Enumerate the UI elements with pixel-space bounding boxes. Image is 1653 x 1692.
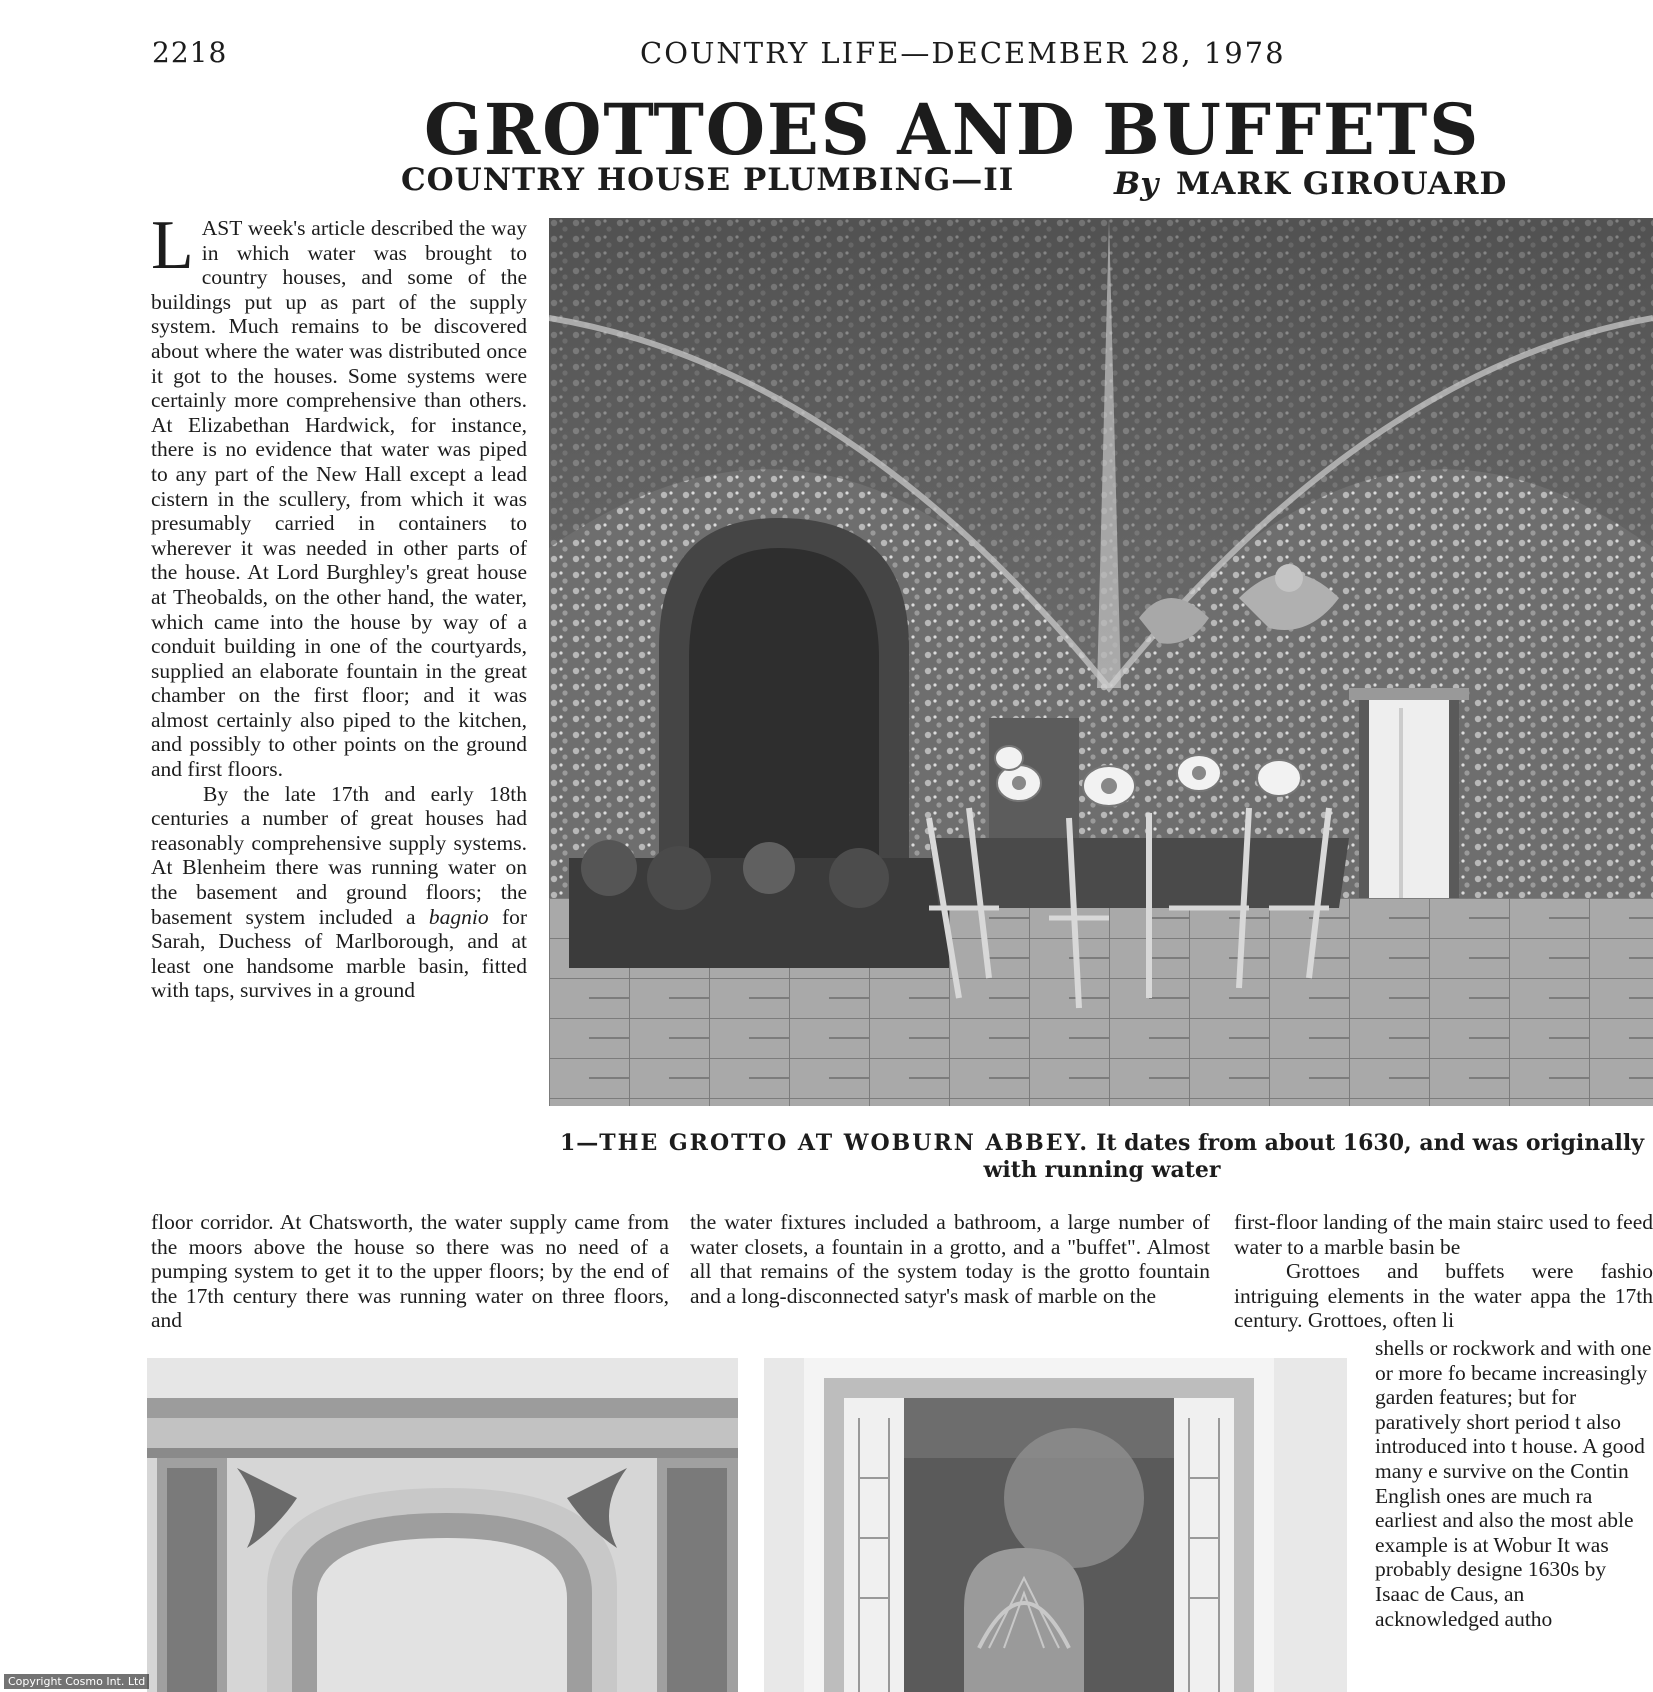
- paragraph-2-continued: floor corridor. At Chatsworth, the water supply came from the moors above the house so there was no need of a pumping system to get it to the upper floors; by the end of the 17th century there was running water on three floors, and: [151, 1210, 669, 1333]
- paragraph-col2: the water fixtures included a bathroom, a large number of water closets, a fountain in a grotto, and a "buffet". Almost all that remains of the system today is the grotto fountain and a long-disconnected satyr's mask of marble on the: [690, 1210, 1210, 1308]
- paragraph-col3-a: first-floor landing of the main stairc used to feed water to a marble basin be: [1234, 1210, 1653, 1259]
- figure-1-number: 1—: [559, 1130, 600, 1156]
- grotto-photo: [549, 218, 1653, 1106]
- article-column-3: [1234, 1210, 1653, 1333]
- doorway-illustration: [764, 1358, 1347, 1692]
- doorway-photo: [764, 1358, 1347, 1692]
- figure-1-title: THE GROTTO AT WOBURN ABBEY.: [599, 1130, 1090, 1156]
- buffet-photo: [147, 1358, 738, 1692]
- article-title: GROTTOES AND BUFFETS: [424, 88, 1481, 171]
- copyright-notice: Copyright Cosmo Int. Ltd: [4, 1674, 149, 1689]
- article-column-1: [151, 207, 528, 1003]
- article-column-3-narrow: [1375, 1336, 1653, 1631]
- buffet-illustration: [147, 1358, 738, 1692]
- article-column-2: [690, 1210, 1210, 1308]
- running-head: COUNTRY LIFE—DECEMBER 28, 1978: [640, 36, 1286, 70]
- figure-1-caption: [551, 1130, 1653, 1184]
- italic-word: bagnio: [428, 904, 489, 929]
- paragraph-2-text-a: By the late 17th and early 18th centuries a number of great houses had reasonably comprehensive supply systems. At Blenheim there was running water on the basement and ground floors; the basement system included a: [151, 781, 527, 929]
- byline-by: By: [1114, 166, 1159, 202]
- paragraph-1: [151, 207, 527, 782]
- grotto-illustration: [549, 218, 1653, 1106]
- paragraph-col3-c: shells or rockwork and with one or more fo became increasingly garden features; but for paratively short period t also introduced into t house. A good many e survive on the Contin English ones are much ra earliest and also the most able example is at Wobur It was probably designe 1630s by Isaac de Caus, an acknowledged autho: [1375, 1336, 1652, 1631]
- byline-author: MARK GIROUARD: [1176, 166, 1508, 202]
- page-number: 2218: [152, 36, 228, 69]
- paragraph-col3-b: Grottoes and buffets were fashio intriguing elements in the water appa the 17th century. Grottoes, often li: [1234, 1259, 1653, 1333]
- article-column-1-continued: [151, 1210, 669, 1333]
- paragraph-1-text: AST week's article described the way in which water was brought to country houses, and some of the buildings put up as part of the supply system. Much remains to be discovered about where the water was distributed once it got to the houses. Some systems were certainly more comprehensive than others. At Elizabethan Hardwick, for instance, there is no evidence that water was piped to any part of the New Hall except a lead cistern in the scullery, from which it was presumably carried in containers to wherever it was needed in other parts of the house. At Lord Burghley's great house at Theobalds, on the other hand, the water, which came into the house by way of a conduit building in one of the courtyards, supplied an elaborate fountain in the great chamber on the first floor; and it was almost certainly also piped to the kitchen, and possibly to other points on the ground and first floors.: [151, 216, 527, 782]
- drop-cap: L: [151, 207, 194, 284]
- paragraph-2: [151, 782, 527, 1003]
- article-subtitle: COUNTRY HOUSE PLUMBING—II: [401, 162, 1015, 198]
- figure-1-text: It dates from about 1630, and was originally with running water: [983, 1130, 1644, 1183]
- paragraph-2-text-b: for Sarah, Duchess of Marlborough, and at least one handsome marble basin, fitted with taps, survives in a ground: [151, 904, 528, 1003]
